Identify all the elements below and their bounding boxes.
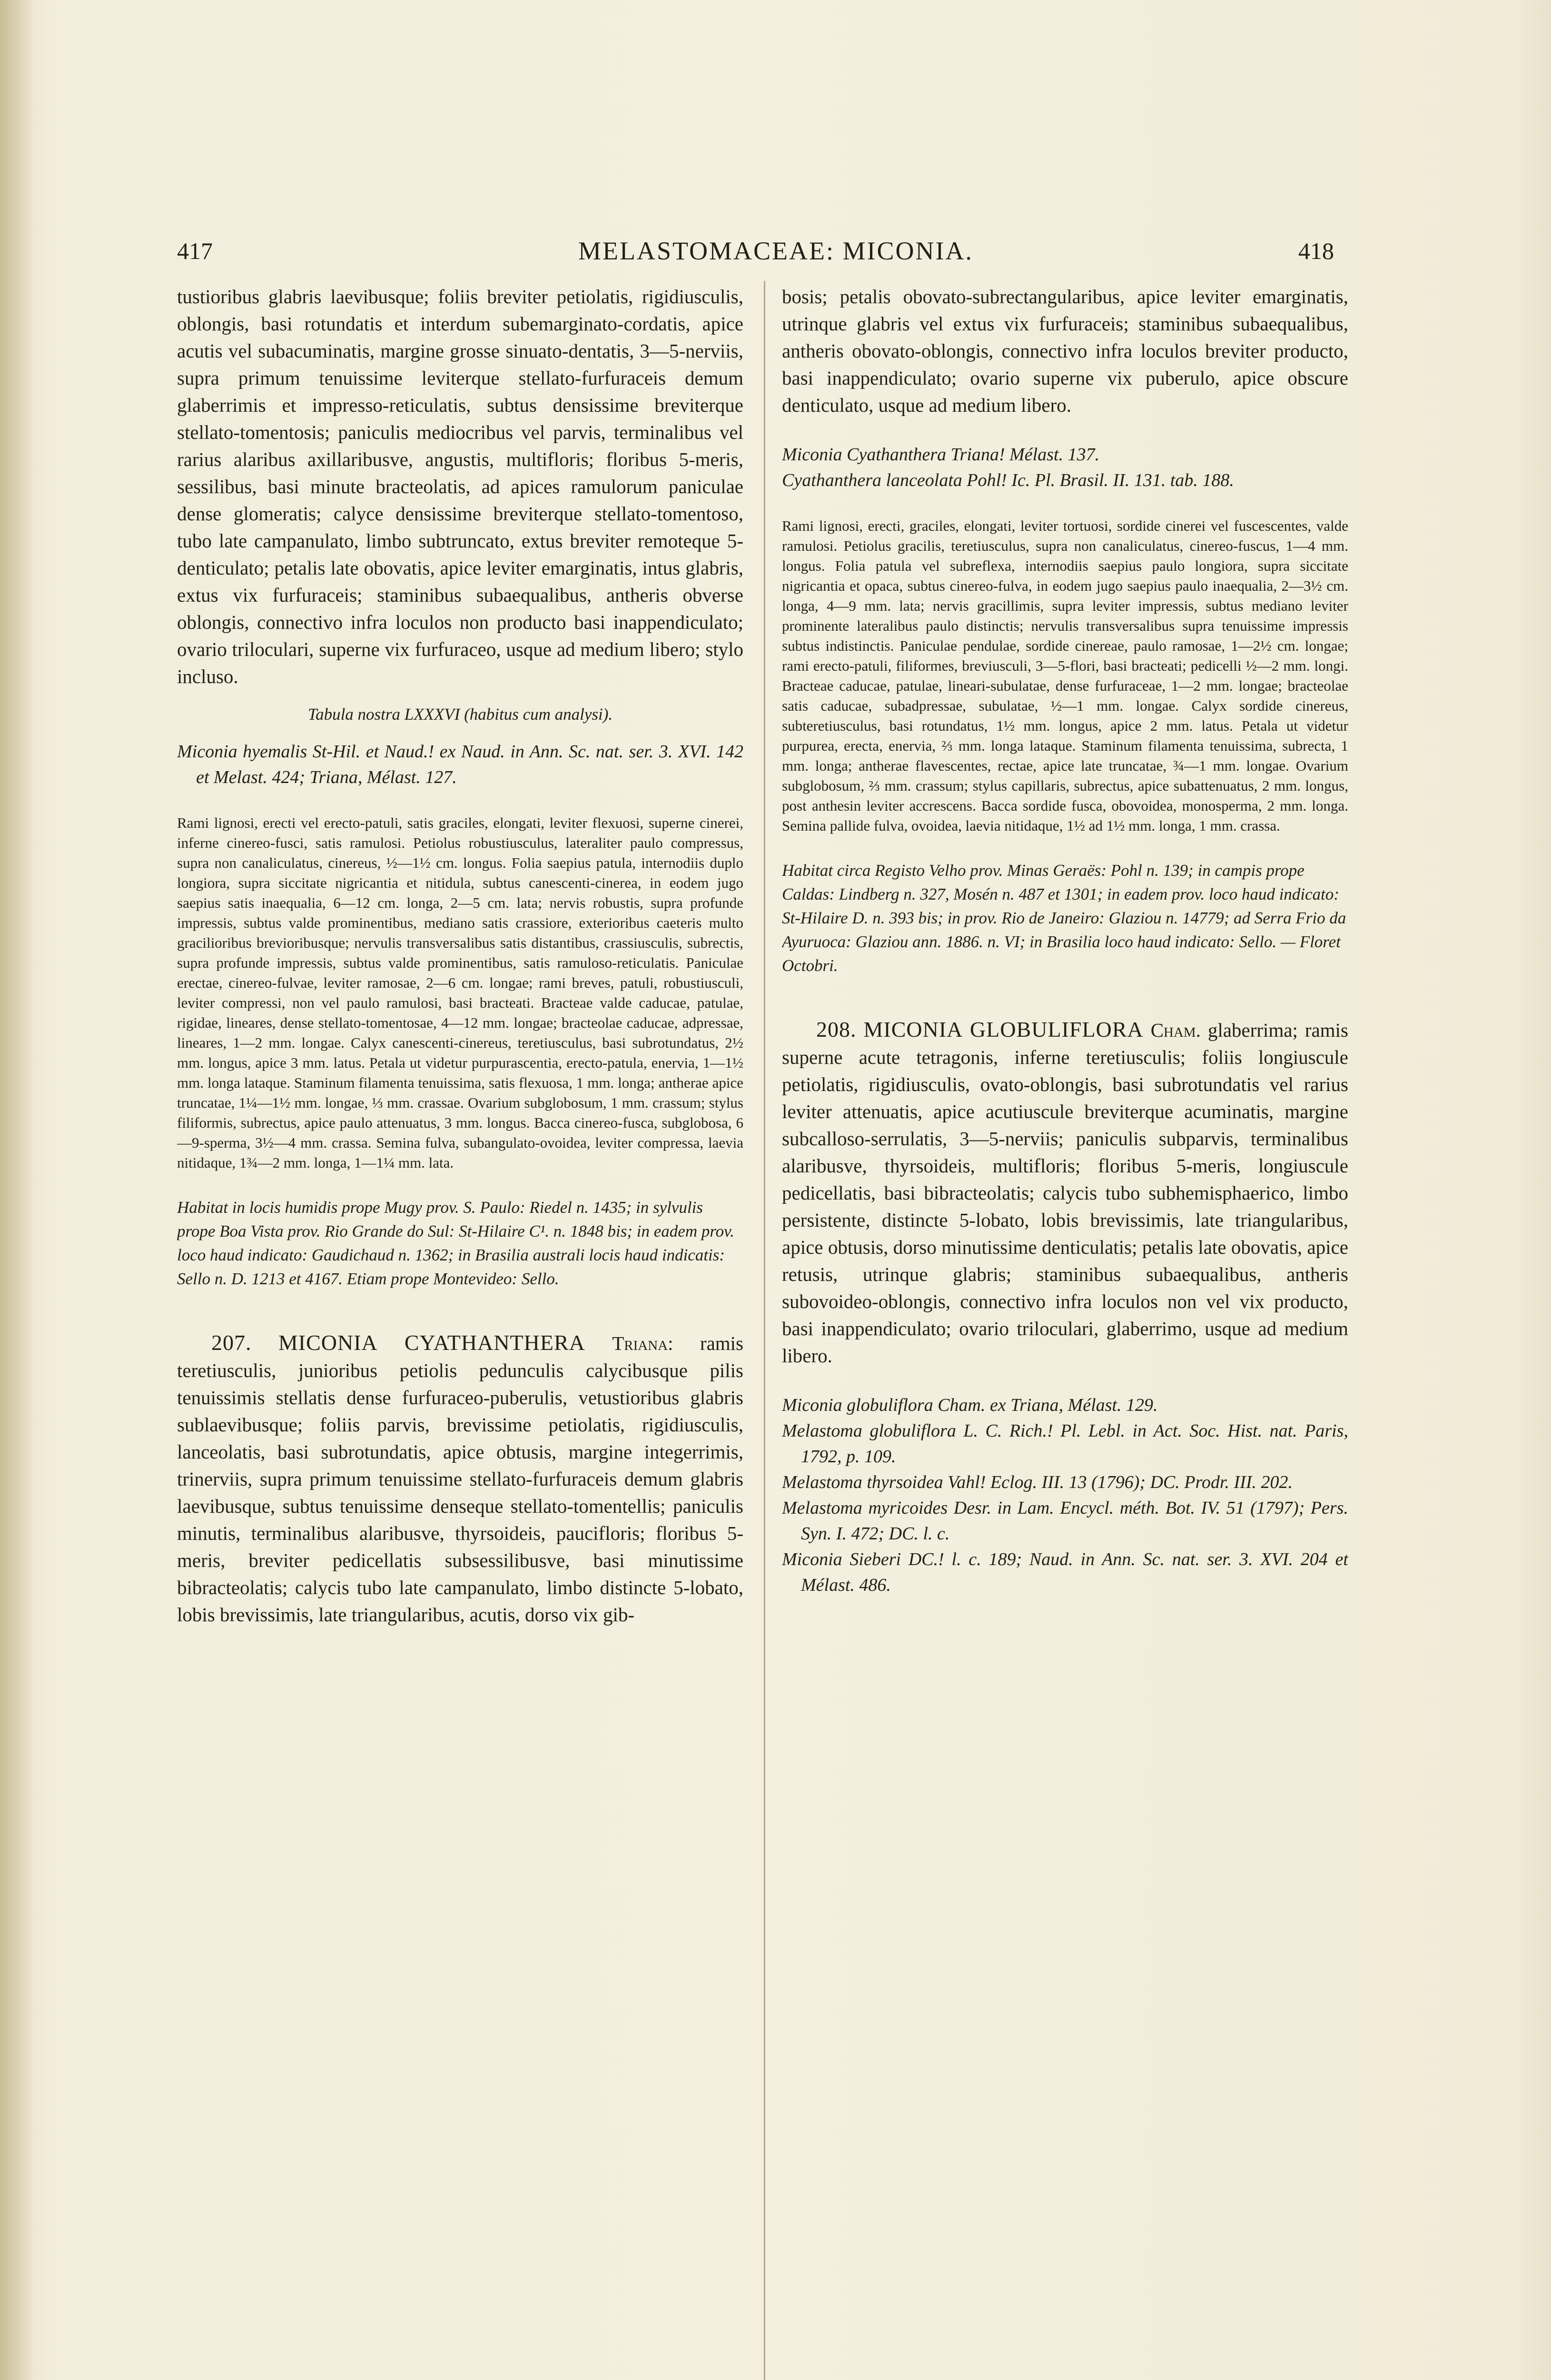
column-divider bbox=[764, 281, 765, 2380]
synonym-citation: Cyathanthera lanceolata Pohl! Ic. Pl. Brasil. II. 131. tab. 188. bbox=[782, 470, 1234, 490]
species-number: 208. bbox=[816, 1017, 857, 1041]
species-207-description: Rami lignosi, erecti, graciles, elongati, leviter tortuosi, sordide cinerei vel fuscescentes, valde ramulosi. Petiolus gracilis, teretiusculus, supra non canaliculatus, cinereo-fuscus, 1—4 mm. longus. Folia patula vel subreflexa, internodiis saepius paulo longiora, supra siccitate nigricantia et opaca, subtus cinereo-fulva, in eodem jugo saepius paulo inaequalia, 2—3½ cm. longa, 4—9 mm. lata; nervis gracillimis, supra leviter impressis, subtus mediano leviter prominente lateralibus paulo distinctis; nervulis transversalibus supra tenuissime impressis subtus indistinctis. Paniculae pendulae, sordide cinereae, paulo ramosae, 1—2½ cm. longae; rami erecto-patuli, filiformes, breviusculi, 3—5-flori, basi bracteati; pedicelli ½—2 mm. longi. Bracteae caducae, patulae, lineari-subulatae, dense furfuraceae, 1—2 mm. longae; bracteolae satis caducae, subadpressae, subulatae, ½—1 mm. longae. Calyx sordide cinereus, subteretiusculus, basi rotundatus, 1½ mm. longus, apice 2 mm. latus. Petala ut videtur purpurea, erecta, enervia, ⅔ mm. longa lataque. Staminum filamenta tenuissima, subrecta, 1 mm. longa; antherae flavescentes, rectae, apice late truncatae, ¾—1 mm. longae. Ovarium subglobosum, ⅔ mm. crassum; stylus capillaris, subrectus, apice subattenuatus, 2 mm. longus, post anthesin leviter accrescens. Bacca sordide fusca, obovoidea, monosperma, 2 mm. longa. Semina pallide fulva, ovoidea, laevia nitidaque, 1½ ad 1½ mm. longa, 1 mm. crassa. bbox=[782, 517, 1348, 834]
book-spine-shadow bbox=[0, 0, 33, 2380]
species-206-diagnosis-continued: tustioribus glabris laevibusque; foliis breviter petiolatis, rigidiusculis, oblongis, basi rotundatis et interdum subemarginato-cordatis, apice acutis vel subacuminatis, margine grosse sinuato-dentatis, 3—5-nerviis, supra primum tenuissime leviterque stellato-furfuraceis demum glaberrimis et impresso-reticulatis, subtus densissime breviterque stellato-tomentosis; paniculis mediocribus vel parvis, terminalibus vel rarius alaribus axillaribusve, angustis, multifloris; floribus 5-meris, sessilibus, basi minute bracteolatis, ad apices ramulorum paniculae dense glomeratis; calyce densissime breviterque stellato-tomentoso, tubo late campanulato, limbo subtruncato, extus breviter remoteque 5-denticulato; petalis late obovatis, apice leviter emarginatis, intus glabris, extus vix furfuraceis; staminibus subaequalibus, antheris obverse oblongis, connectivo infra loculos non producto basi inappendiculato; ovario triloculari, superne vix furfuraceo, usque ad medium libero; stylo incluso. bbox=[177, 286, 743, 687]
species-name: MICONIA CYATHANTHERA bbox=[278, 1330, 585, 1355]
synonym-citation: Melastoma thyrsoidea Vahl! Eclog. III. 13 (1796); DC. Prodr. III. 202. bbox=[782, 1472, 1293, 1492]
page-number-right: 418 bbox=[1298, 238, 1334, 264]
species-207-diagnosis-text: : ramis teretiusculis, junioribus petiolis pedunculis calycibusque pilis tenuissimis stellatis dense furfuraceo-puberulis, vetustioribus glabris sublaevibusque; foliis parvis, brevissime petiolatis, rigidiusculis, lanceolatis, basi subrotundatis, apice obtusis, margine integerrimis, trinerviis, supra primum tenuissime stellato-furfuraceis demum glabris laevibusque, subtus tenuissime denseque stellato-tomentellis; paniculis minutis, terminalibus alaribusve, thyrsoideis, paucifloris; floribus 5-meris, breviter pedicellatis subsessilibusve, basi minutissime bibracteolatis; calycis tubo late campanulato, limbo distincte 5-lobato, lobis brevissimis, late triangularibus, acutis, dorso vix gib- bbox=[177, 1332, 743, 1626]
species-208-diagnosis bbox=[782, 1016, 1348, 1369]
synonym-citation: Miconia Sieberi DC.! l. c. 189; Naud. in Ann. Sc. nat. ser. 3. XVI. 204 et Mélast. 486. bbox=[782, 1549, 1348, 1595]
species-name: MICONIA GLOBULIFLORA bbox=[863, 1017, 1144, 1041]
plate-reference: Tabula nostra LXXXVI (habitus cum analysi). bbox=[307, 705, 613, 724]
page-number-left: 417 bbox=[177, 238, 213, 264]
species-207-diagnosis-continued: bosis; petalis obovato-subrectangularibus, apice leviter emarginatis, utrinque glabris vel extus vix furfuraceis; staminibus subaequalibus, antheris obovato-oblongis, connectivo infra loculos breviter producto, basi inappendiculato; ovario superne vix puberulo, apice obscure denticulato, usque ad medium libero. bbox=[782, 286, 1348, 416]
accepted-name-citation: Miconia globuliflora Cham. ex Triana, Mélast. 129. bbox=[782, 1395, 1158, 1415]
species-208-diagnosis-text: glaberrima; ramis superne acute tetragonis, inferne teretiusculis; foliis longiuscule petiolatis, rigidiusculis, ovato-oblongis, basi subrotundatis vel rarius leviter attenuatis, apice acutiuscule breviterque acuminatis, margine subcalloso-serrulatis, 3—5-nerviis; paniculis subparvis, terminalibus alaribusve, thyrsoideis, multifloris; floribus 5-meris, longiuscule pedicellatis, basi bibracteolatis; calycis tubo subhemisphaerico, limbo persistente, distincte 5-lobato, lobis brevissimis, late triangularibus, apice obtusis, dorso minutissime denticulatis; petalis late obovatis, apice retusis, utrinque glabris; staminibus subaequalibus, antheris subovoideo-oblongis, connectivo infra loculos non vel vix producto, basi inappendiculato; ovario triloculari, glaberrimo, usque ad medium libero. bbox=[782, 1019, 1348, 1367]
synonym-citation: Melastoma globuliflora L. C. Rich.! Pl. Lebl. in Act. Soc. Hist. nat. Paris, 1792, p. 109. bbox=[782, 1421, 1348, 1467]
synonym-citation: Miconia hyemalis St-Hil. et Naud.! ex Naud. in Ann. Sc. nat. ser. 3. XVI. 142 et Melast. 424; Triana, Mélast. 127. bbox=[177, 742, 743, 787]
species-number: 207. bbox=[211, 1330, 252, 1355]
page-header bbox=[0, 229, 1551, 272]
accepted-name-citation: Miconia Cyathanthera Triana! Mélast. 137. bbox=[782, 445, 1100, 465]
running-head: MELASTOMACEAE: MICONIA. bbox=[578, 237, 973, 265]
species-author: Triana bbox=[612, 1332, 668, 1354]
species-206-description: Rami lignosi, erecti vel erecto-patuli, satis graciles, elongati, leviter flexuosi, superne cinerei, inferne cinereo-fusci, satis ramulosi. Petiolus robustiusculus, lateraliter paulo compressus, supra non canaliculatus, cinereus, ½—1½ cm. longus. Folia saepius patula, internodiis duplo longiora, supra siccitate nigricantia et nitidula, subtus canescenti-cinerea, in eodem jugo saepius satis inaequalia, 6—12 cm. longa, 2—5 cm. lata; nervis robustis, supra profunde impressis, subtus valde prominentibus, mediano satis crassiore, exterioribus caeteris multo gracilioribus brevioribusque; nervulis transversalibus satis distantibus, crassiusculis, subrectis, supra profunde impressis, subtus valde prominentibus, satis ramuloso-reticulatis. Paniculae erectae, cinereo-fulvae, leviter ramosae, 2—6 cm. longae; rami breves, patuli, robustiusculi, leviter compressi, non vel paulo ramulosi, basi bracteati. Bracteae valde caducae, patulae, rigidae, lineares, dense stellato-tomentosae, 4—12 mm. longae; bracteolae caducae, adpressae, lineares, 1—2 mm. longae. Calyx canescenti-cinereus, teretiusculus, basi subrotundatus, 2½ mm. longus, apice 3 mm. latus. Petala ut videtur purpurascentia, erecto-patula, enervia, 1—1½ mm. longa lataque. Staminum filamenta tenuissima, satis flexuosa, 1 mm. longa; antherae apice truncatae, 1¼—1½ mm. longae, ⅓ mm. crassae. Ovarium subglobosum, 1 mm. crassum; stylus filiformis, subrectus, apice paulo attenuatus, 3 mm. longus. Bacca cinereo-fusca, subglobosa, 6—9-sperma, 3½—4 mm. crassa. Semina fulva, subangulato-ovoidea, leviter compressa, laevia nitidaque, 1¾—2 mm. longa, 1—1¼ mm. lata. bbox=[177, 814, 743, 1171]
left-column bbox=[177, 283, 743, 2373]
right-column bbox=[782, 283, 1348, 2373]
species-206-habitat: Habitat in locis humidis prope Mugy prov. S. Paulo: Riedel n. 1435; in sylvulis prope Boa Vista prov. Rio Grande do Sul: St-Hilaire C¹. n. 1848 bis; in eadem prov. loco haud indicato: Gaudichaud n. 1362; in Brasilia australi locis haud indicatis: Sello n. D. 1213 et 4167. Etiam prope Montevideo: Sello. bbox=[177, 1198, 734, 1288]
species-207-habitat: Habitat circa Registo Velho prov. Minas Geraës: Pohl n. 139; in campis prope Caldas: Lindberg n. 327, Mosén n. 487 et 1301; in eadem prov. loco haud indicato: St-Hilaire D. n. 393 bis; in prov. Rio de Janeiro: Glaziou n. 14779; ad Serra Frio da Ayuruoca: Glaziou ann. 1886. n. VI; in Brasilia loco haud indicato: Sello. — Floret Octobri. bbox=[782, 861, 1346, 975]
synonym-citation: Melastoma myricoides Desr. in Lam. Encycl. méth. Bot. IV. 51 (1797); Pers. Syn. I. 472; DC. l. c. bbox=[782, 1498, 1348, 1544]
species-author: Cham. bbox=[1150, 1019, 1201, 1041]
species-207-diagnosis bbox=[177, 1329, 743, 1628]
